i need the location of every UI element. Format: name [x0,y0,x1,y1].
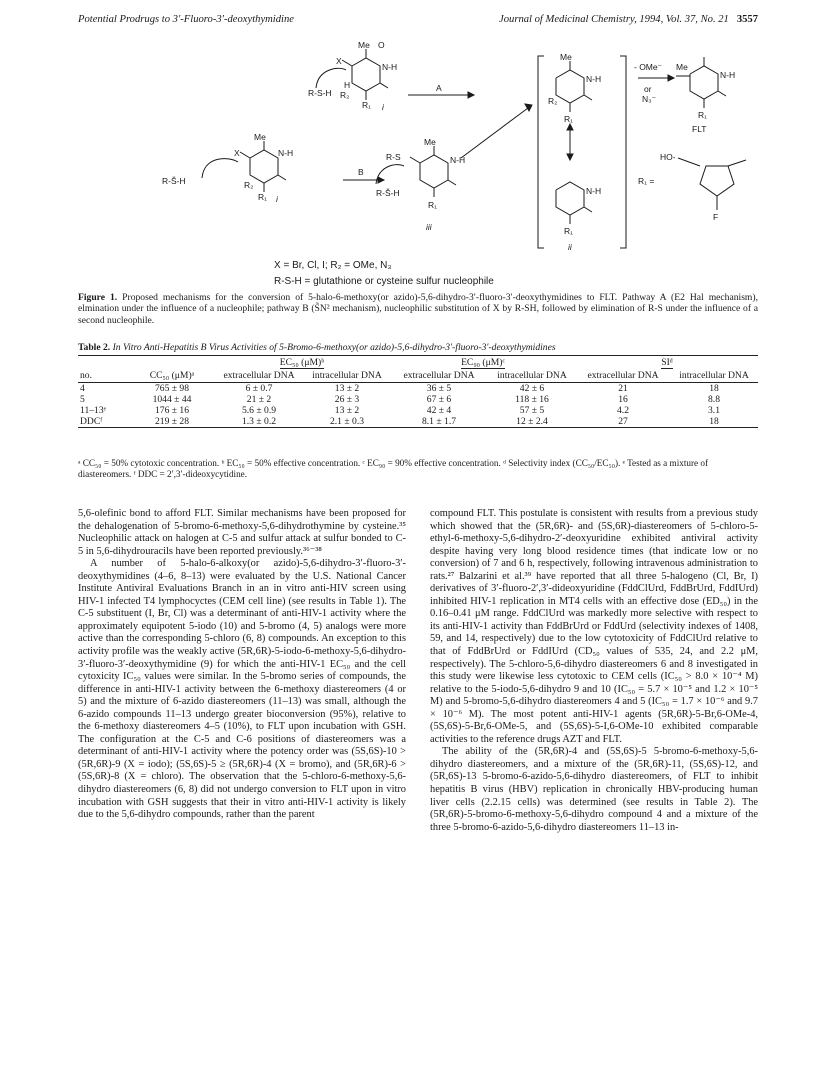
paragraph: 5,6-olefinic bond to afford FLT. Similar mechanisms have been proposed for the dehalogenation of 5-bromo-6-methoxy-5,6-dihydrothymine by cysteine.³⁵ Nucleophilic attack on halogen at C-5 and sulfur attack at sulfur bonded to C-5 in 5,6-dihydrouracils have been reported previously.³⁶⁻³⁸ [78,508,406,557]
col-cc50: CC₅₀ (μM)ᵃ [149,370,195,381]
ome-minus-label: - OMe⁻ [634,62,663,72]
ec50-header: EC₅₀ (μM)ᵇ [279,357,325,368]
r2-label: R₂ [548,96,558,106]
col-ec90-extracellular: extracellular DNA [403,370,475,381]
table2-label: Table 2. [78,342,111,353]
nh-label: N-H [586,186,602,196]
r1-label: R₁ [428,200,438,210]
or-label: or [644,84,652,94]
r2-label: R₂ [244,180,254,190]
col-ec50-extracellular: extracellular DNA [223,370,295,381]
col-ec90-intracellular: intracellular DNA [497,370,567,381]
running-title: Potential Prodrugs to 3′-Fluoro-3′-deoxythymidine [78,14,294,25]
body-column-left [78,508,406,822]
rsh-dot-label: R-Š-H [162,176,186,186]
r1-label: R₁ [564,226,574,236]
paragraph: A number of 5-halo-6-alkoxy(or azido)-5,6-dihydro-3′-fluoro-3′-deoxythymidines (4–6, 8–13) were evaluated by the U.S. National Cancer Institute Antiviral Evaluations Branch in an in vitro anti-HIV screen using HIV-1 infected T4 lymphocyctes (CEM cell line) (see results in Table 1). The C-5 substituent (I, Br, Cl) was a determinant of anti-HIV-1 activity where the approximately equipotent 5-iodo (10) and 5-bromo (4, 5) analogs were more active than the corresponding 5-chloro (6, 8) compounds. An exception to this activity profile was the weakly active (5R,6R)-5-iodo-6-methoxy-5,6-dihydro-3′-fluoro-3′-deoxythymidine (9) for which the anti-HIV-1 EC₅₀ and the cell cytoxicity IC₅₀ values were similar. In the 5-bromo series of compounds, the difference in anti-HIV-1 activity between the 6-methoxy diastereomers (4 or 5) and the mixture of 6-azido diastereomers (11–13) was small, although the 6-azido compounds 11–13 undergo greater bioconversion (95%), relative to the 6-methoxy diastereomers 4–5 (10%), to FLT upon incubation with GSH. The configuration at the C-5 and C-6 positions of diastereomers was a determinant of anti-HIV-1 activity where the potency order was (5S,6S)-10 > (5R,6R)-9 (X = iodo); (5S,6S)-5 ≥ (5R,6R)-4 (X = bromo), and (5R,6R)-6 > (5S,6R)-8 (X = chloro). The observation that the 5-chloro-6-methoxy-5,6-dihydro diastereomers (6, 8) did not undergo conversion to FLT upon in vitro incubation with GSH suggests that their in vitro anti-HIV-1 activity is likely due to the 5,6-dihydro compounds, rather than the parent [78,558,406,821]
x-label: X [234,148,240,158]
h-label: H [344,80,351,90]
nh-label: N-H [720,70,736,80]
rsh-definition: R-S-H = glutathione or cysteine sulfur nucleophile [274,276,494,287]
figure1-scheme [78,38,758,288]
col-ec50-intracellular: intracellular DNA [312,370,382,381]
figure1-text: Proposed mechanisms for the conversion of 5-halo-6-methoxy(or azido)-5,6-dihydro-3′-fluoro-3′-deoxythymidines to FLT. Pathway A (E2 Hal mechanism), elmination under the influence of a nucleophile; pathway B (S̃N² mechanism), nucleophilic substitution of X by R-SH, followed by elimination of R-S under the influence of a second nucleophile. [78,292,758,326]
rs-label: R-S [386,152,401,162]
table-row: 11–13ᵉ 176 ± 16 5.6 ± 0.9 13 ± 2 42 ± 4 57 ± 5 4.2 3.1 [80,405,720,416]
page-number: 3557 [736,14,758,25]
table2-title [78,342,758,353]
me-label: Me [254,132,266,142]
intermediate-iii-label: iii [426,222,432,232]
si-header: SIᵈ [661,357,673,368]
r1-label: R₁ [258,192,268,202]
r1-label: R₁ [698,110,708,120]
rsh-dot-label: R-Š-H [376,188,400,198]
figure1-label: Figure 1. [78,292,118,303]
me-label: Me [358,40,370,50]
pathway-b-label: B [358,167,364,177]
pathway-a-label: A [436,83,442,93]
r1-definition-label: R₁ = [638,176,655,186]
r2-label: R₂ [340,90,350,100]
paragraph: The ability of the (5R,6R)-4 and (5S,6S)-5 5-bromo-6-methoxy-5,6-dihydro diastereomers, and a mixture of the (5R,6R)-11, (5S,6S)-12, and (5R,6S)-13 5-bromo-6-azido-5,6-dihydro diastereomers, of FLT to inhibit hepatitis B virus (HBV) replication in chronically HBV-producing human liver cells (2.2.15 cells) was determined (see results in Table 2). The (5R,6R)-5-bromo-6-methoxy-5,6-dihydro compound 4 and a mixture of the three 5-bromo-6-azido-5,6-dihydro diastereomers 11–13 in- [430,746,758,833]
nh-label: N-H [382,62,398,72]
me-label: Me [560,52,572,62]
journal-citation: Journal of Medicinal Chemistry, 1994, Vol. 37, No. 21 3557 [499,14,758,25]
col-no: no. [80,370,92,381]
col-si-intracellular: intracellular DNA [679,370,749,381]
nh-label: N-H [586,74,602,84]
n3-minus-label: N₃⁻ [642,94,657,104]
table2-caption: In Vitro Anti-Hepatitis B Virus Activities of 5-Bromo-6-methoxy(or azido)-5,6-dihydro-3′-fluoro-3′-deoxythymidines [112,342,556,353]
running-header [78,14,758,30]
table-row: 4 765 ± 98 6 ± 0.7 13 ± 2 36 ± 5 42 ± 6 21 18 [80,383,719,394]
x-label: X [336,56,342,66]
figure1-caption [78,292,758,326]
x-definition: X = Br, Cl, I; R₂ = OMe, N₃ [274,260,392,271]
col-si-extracellular: extracellular DNA [587,370,659,381]
r1-label: R₁ [362,100,372,110]
table-row: 5 1044 ± 44 21 ± 2 26 ± 3 67 ± 6 118 ± 16 16 8.8 [80,394,720,405]
fluorine-label: F [713,212,719,222]
me-label: Me [676,62,688,72]
ho-label: HO- [660,152,676,162]
o-label: O [378,40,385,50]
table2 [78,355,758,428]
r1-label: R₁ [564,114,574,124]
intermediate-ii-label: ii [568,242,572,252]
table-row: DDCᶠ 219 ± 28 1.3 ± 0.2 2.1 ± 0.3 8.1 ± 1.7 12 ± 2.4 27 18 [78,416,758,428]
intermediate-i-label: i [382,102,384,112]
ec90-header: EC₉₀ (μM)ᶜ [461,357,505,368]
flt-label: FLT [692,124,707,134]
rsh-label: R-S-H [308,88,332,98]
nh-label: N-H [278,148,294,158]
paragraph: compound FLT. This postulate is consistent with results from a previous study which showed that the (5R,6R)- and (5S,6R)-diastereomers of 5-chloro-5-ethyl-6-methoxy-5,6-dihydro-2′-deoxyuridine exhibited antiviral activity despite having very long blood residence times (that indicate low or no conversion) of 7 and 6 h, respectively, following intravenous administration to rats.²⁷ Balzarini et al.³⁹ have reported that all three 5-halogeno (Cl, Br, I) derivatives of 3′-fluoro-2′,3′-dideoxyuridine (FddClUrd, FddBrUrd, FddIUrd) inhibited HIV-1 replication in MT4 cells with an effective dose (ED₅₀) in the 0.16–0.41 μM range. FddClUrd was markedly more selective with respect to its anti-HIV-1 activity than FddBrUrd or FddUrd (selectivity indexes of 1408, 59, and 14, respectively) due to the low cytotoxicity of FddClUrd relative to that of FddBrUrd or FddIUrd (CD₅₀ values of 535, 24, and 2.2 μM, respectively). The 5-chloro-5,6-dihydro diastereomers 6 and 8 investigated in this study were likewise less cytotoxic to CEM cells (IC₅₀ > 8.0 × 10⁻⁴ M) relative to the 5-iodo-5,6-dihydro 9 and 10 (IC₅₀ = 5.7 × 10⁻⁵ and 1.2 × 10⁻⁵ M) and 5-bromo-5,6-dihydro diastereomers 4 and 5 (IC₅₀ = 1.7 × 10⁻⁶ and 9.7 × 10⁻⁶ M). The most potent anti-HIV-1 agents (5R,6R)-5-Br,6-OMe-4, (5S,6S)-5-Br,6-OMe-5, and (5S,6S)-5-I,6-OMe-10 exhibited comparable activities to the reference drugs AZT and FLT. [430,508,758,745]
intermediate-i-label: i [276,194,278,204]
table2-footnotes: ᵃ CC₅₀ = 50% cytotoxic concentration. ᵇ EC₅₀ = 50% effective concentration. ᶜ EC₉₀ = 90% effective concentration. ᵈ Selectivity index (CC₅₀/EC₅₀). ᵉ Tested as a mixture of diastereomers. ᶠ DDC = 2′,3′-dideoxycytidine. [78,458,709,479]
nh-label: N-H [450,155,466,165]
body-column-right [430,508,758,834]
me-label: Me [424,137,436,147]
